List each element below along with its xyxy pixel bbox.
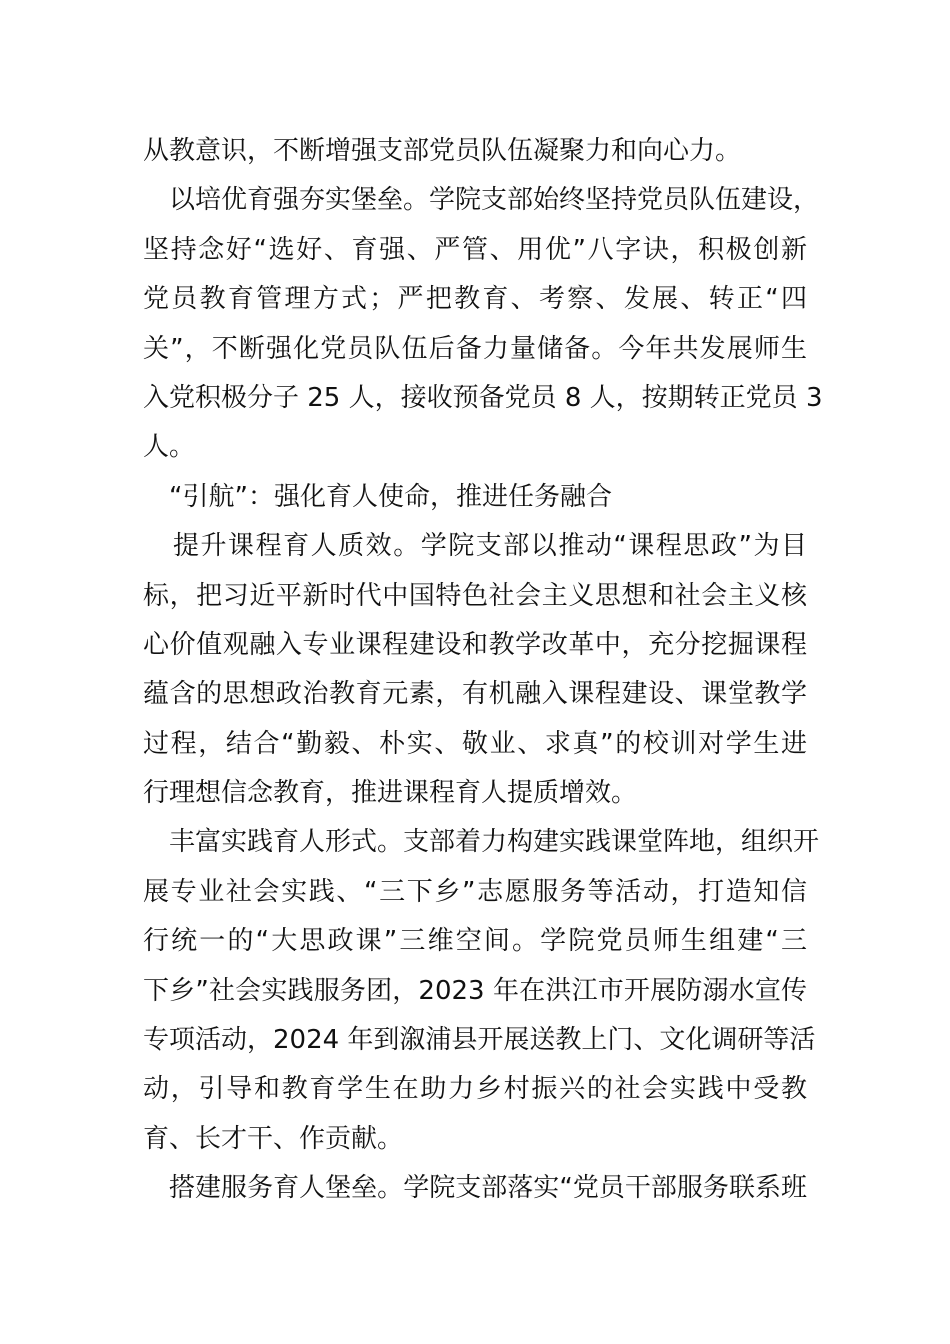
paragraph-3-line-7: 育、长才干、作贡献。	[143, 1123, 404, 1154]
paragraph-1-line-1: 以培优育强夯实堡垒。学院支部始终坚持党员队伍建设，	[169, 185, 820, 216]
paragraph-1-line-5: 入党积极分子 25 人，接收预备党员 8 人，按期转正党员 3	[143, 382, 823, 413]
paragraph-3-line-5: 专项活动，2024 年到溆浦县开展送教上门、文化调研等活	[143, 1025, 816, 1056]
paragraph-3-line-3: 行统一的“大思政课”三维空间。学院党员师生组建“三	[143, 926, 807, 957]
paragraph-2-line-3: 心价值观融入专业课程建设和教学改革中，充分挖掘课程	[143, 629, 807, 660]
paragraph-2-line-5: 过程，结合“勤毅、朴实、敬业、求真”的校训对学生进	[143, 728, 807, 759]
paragraph-2-line-6: 行理想信念教育，推进课程育人提质增效。	[143, 778, 638, 809]
paragraph-3-line-1: 丰富实践育人形式。支部着力构建实践课堂阵地，组织开	[169, 827, 820, 858]
paragraph-1-line-6: 人。	[143, 432, 196, 463]
paragraph-2-line-4: 蕴含的思想政治教育元素，有机融入课程建设、课堂教学	[143, 679, 807, 710]
body-line-1: 从教意识，不断增强支部党员队伍凝聚力和向心力。	[143, 136, 742, 166]
paragraph-2-line-2: 标，把习近平新时代中国特色社会主义思想和社会主义核	[143, 580, 807, 611]
paragraph-1-line-2: 坚持念好“选好、育强、严管、用优”八字诀，积极创新	[143, 234, 807, 265]
paragraph-4-line-1: 搭建服务育人堡垒。学院支部落实“党员干部服务联系班	[169, 1173, 807, 1204]
paragraph-3-line-6: 动，引导和教育学生在助力乡村振兴的社会实践中受教	[143, 1074, 807, 1105]
paragraph-2-line-1: 提升课程育人质效。学院支部以推动“课程思政”为目	[173, 531, 807, 562]
paragraph-3-line-2: 展专业社会实践、“三下乡”志愿服务等活动，打造知信	[143, 876, 807, 907]
paragraph-1-line-4: 关”，不断强化党员队伍后备力量储备。今年共发展师生	[143, 333, 807, 364]
paragraph-3-line-4: 下乡”社会实践服务团，2023 年在洪江市开展防溺水宣传	[143, 975, 807, 1006]
paragraph-1-line-3: 党员教育管理方式；严把教育、考察、发展、转正“四	[143, 284, 807, 315]
section-heading: “引航”：强化育人使命，推进任务融合	[169, 481, 612, 512]
document-body	[143, 127, 823, 1214]
